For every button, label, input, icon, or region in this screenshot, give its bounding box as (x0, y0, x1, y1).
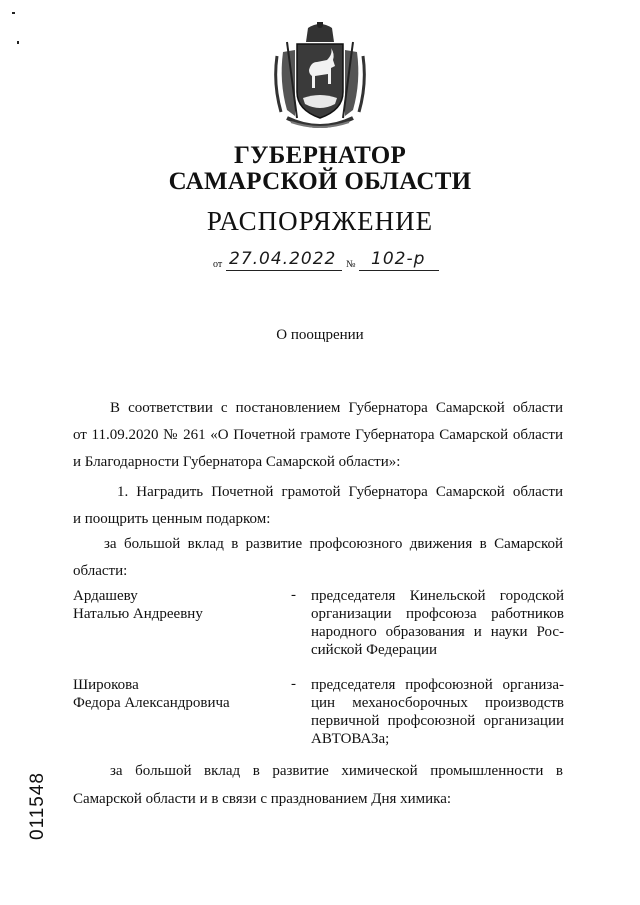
person1-desc-line: председателя Кинельской городской (311, 588, 564, 604)
person1-surname: Ардашеву (73, 588, 138, 604)
person1-dash: - (291, 587, 296, 603)
item1-line1: 1. Наградить Почетной грамотой Губернатора Самарской области (117, 484, 563, 500)
handwritten-number: 102-р (371, 249, 426, 269)
person2-dash: - (291, 676, 296, 692)
person1-desc-line: организации профсоюза работников (311, 606, 564, 622)
document-subject: О поощрении (276, 327, 364, 343)
stamp-serial-number: 011548 (27, 772, 48, 840)
person2-desc-line: АВТОВАЗа; (311, 731, 390, 747)
group1-line2: области: (73, 563, 128, 579)
group2-line2: Самарской области и в связи с празднованием Дня химика: (73, 791, 452, 807)
person2-surname: Широкова (73, 677, 139, 693)
issuer-title-line2: САМАРСКОЙ ОБЛАСТИ (168, 168, 472, 195)
issuer-title-line1: ГУБЕРНАТОР (233, 142, 407, 169)
person2-given-names: Федора Александровича (73, 695, 230, 711)
group2-line1: за большой вклад в развитие химической промышленности в (110, 763, 563, 779)
group1-line1: за большой вклад в развитие профсоюзного движения в Самарской (104, 536, 563, 552)
document-type: РАСПОРЯЖЕНИЕ (206, 206, 434, 236)
person2-desc-line: первичной профсоюзной организации (311, 713, 564, 729)
date-prefix: от (213, 259, 223, 270)
number-prefix: № (346, 259, 356, 270)
item1-line2: и поощрить ценным подарком: (73, 511, 271, 527)
handwritten-date: 27.04.2022 (229, 249, 337, 269)
person1-desc-line: сийской Федерации (311, 642, 438, 658)
preamble-line1: В соответствии с постановлением Губернатора Самарской области (110, 400, 563, 416)
preamble-line2: от 11.09.2020 № 261 «О Почетной грамоте Губернатора Самарской области (73, 427, 563, 443)
person1-given-names: Наталью Андреевну (73, 606, 203, 622)
person1-desc-line: народного образования и науки Рос- (311, 624, 564, 640)
preamble-line3: и Благодарности Губернатора Самарской области»: (73, 454, 401, 470)
person2-desc-line: цин механосборочных производств (311, 695, 564, 711)
person2-desc-line: председателя профсоюзной организа- (311, 677, 564, 693)
